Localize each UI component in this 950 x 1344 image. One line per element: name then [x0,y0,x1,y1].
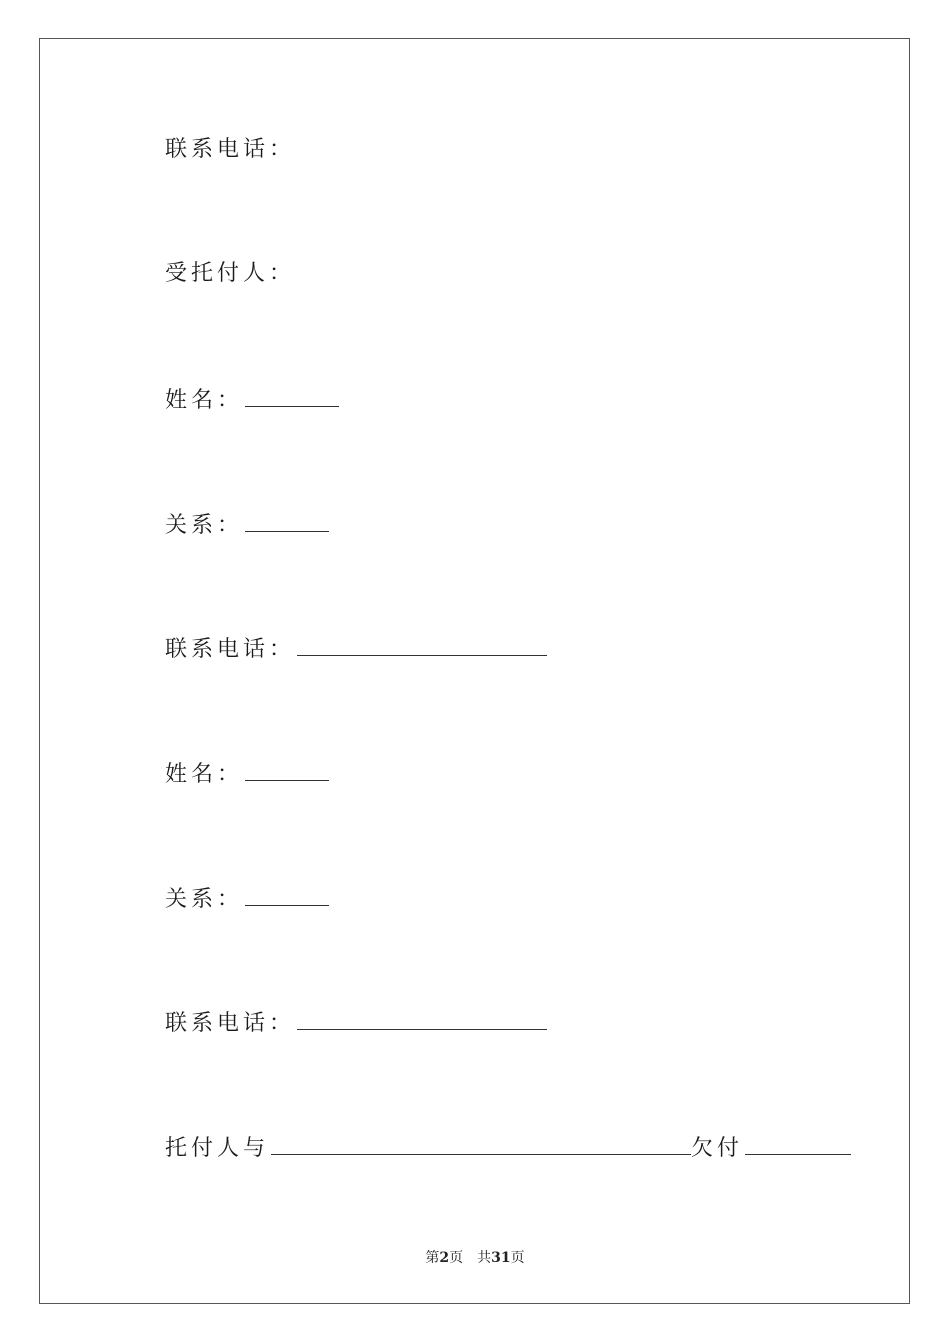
blank-name-1[interactable] [245,384,339,407]
footer-total-pages: 31 [491,1250,511,1266]
blank-phone-3[interactable] [297,1007,547,1030]
page-footer [0,1247,950,1267]
blank-name-2[interactable] [245,758,329,781]
line-debt-statement [165,1132,851,1162]
line-contact-phone-2 [165,633,547,663]
footer-page-number: 2 [439,1250,450,1266]
label-relation: 关系： [165,887,244,912]
blank-counterparty[interactable] [271,1132,691,1155]
footer-suffix: 页 [510,1250,525,1266]
line-relation-2 [165,883,329,913]
footer-mid: 页 共 [449,1250,492,1266]
label-owes: 欠付 [691,1136,744,1161]
label-trustee: 受托付人： [165,261,296,286]
label-contact-phone: 联系电话： [165,1011,296,1036]
line-trustee [165,259,295,289]
label-name: 姓名： [165,762,244,787]
blank-amount[interactable] [745,1132,851,1155]
line-contact-phone-3 [165,1007,547,1037]
blank-relation-1[interactable] [245,509,329,532]
label-relation: 关系： [165,513,244,538]
label-name: 姓名： [165,388,244,413]
line-name-2 [165,758,329,788]
footer-prefix: 第 [425,1250,440,1266]
label-principal-with: 托付人与 [165,1136,270,1161]
page-border [39,38,910,1304]
blank-relation-2[interactable] [245,883,329,906]
label-contact-phone: 联系电话： [165,637,296,662]
line-relation-1 [165,509,329,539]
line-contact-phone-1 [165,135,295,165]
label-contact-phone: 联系电话： [165,137,296,162]
blank-phone-2[interactable] [297,633,547,656]
line-name-1 [165,384,339,414]
